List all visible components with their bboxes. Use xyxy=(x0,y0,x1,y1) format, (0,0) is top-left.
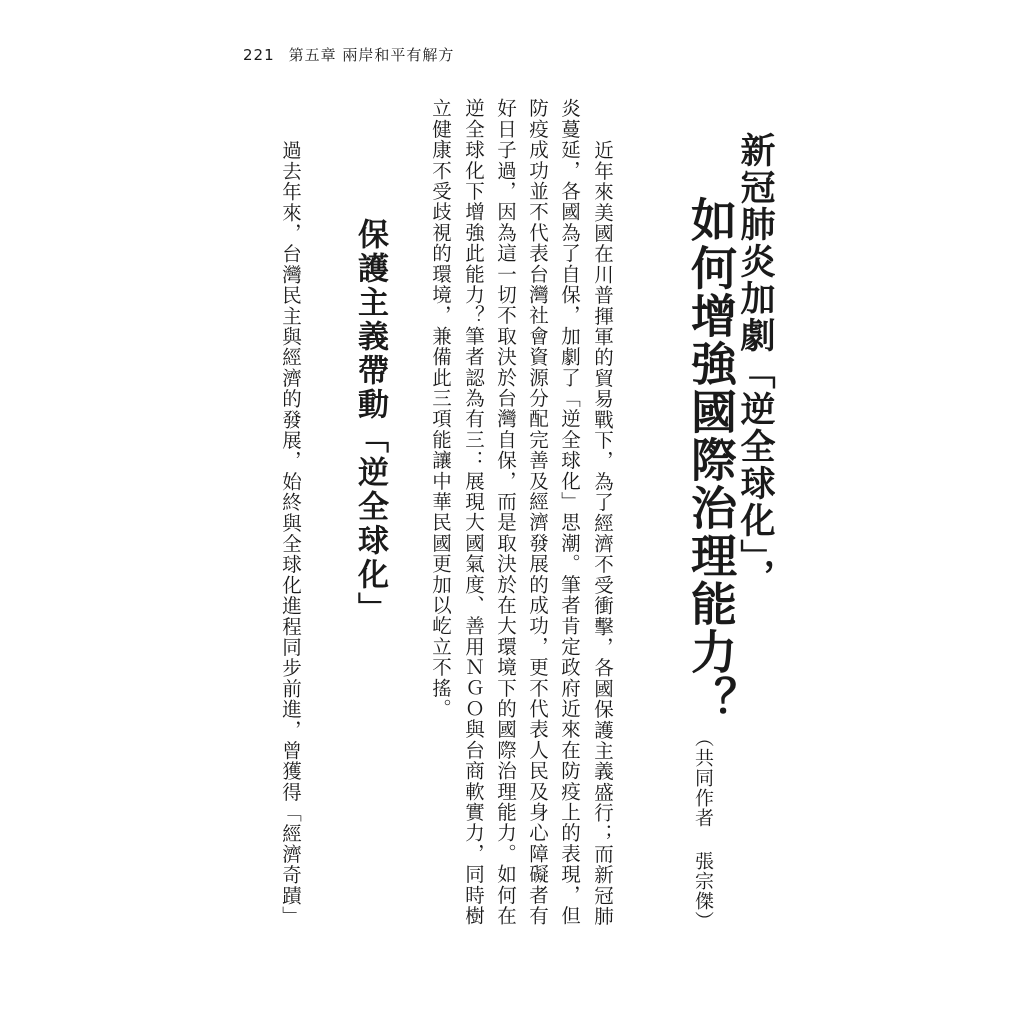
running-header xyxy=(243,44,454,65)
paragraph-line: 近年來美國在川普揮軍的貿易戰下，為了經濟不受衝擊，各國保護主義盛行；而新冠肺 xyxy=(591,140,614,927)
chapter-title: 第五章 兩岸和平有解方 xyxy=(288,46,455,64)
page-number: 221 xyxy=(243,46,275,64)
paragraph-line: 好日子過，因為這一切不取決於台灣自保，而是取決於在大環境下的國際治理能力。如何在 xyxy=(494,98,517,926)
section-paragraph-line: 過去年來，台灣民主與經濟的發展，始終與全球化進程同步前進，曾獲得「經濟奇蹟」 xyxy=(279,140,302,927)
paragraph-line: 炎蔓延，各國為了自保，加劇了「逆全球化」思潮。筆者肯定政府近來在防疫上的表現，但 xyxy=(558,98,581,926)
article-title-line-1: 新冠肺炎加劇「逆全球化」， xyxy=(735,132,776,596)
section-heading: 保護主義帶動「逆全球化」 xyxy=(352,218,388,626)
article-title-line-2: 如何增強國際治理能力？ xyxy=(684,196,738,724)
paragraph-line: 逆全球化下增強此能力？筆者認為有三：展現大國氣度、善用ＮＧＯ與台商軟實力，同時樹 xyxy=(462,98,485,926)
paragraph-line: 立健康不受歧視的環境，兼備此三項能讓中華民國更加以屹立不搖。 xyxy=(429,98,452,719)
paragraph-line: 防疫成功並不代表台灣社會資源分配完善及經濟發展的成功，更不代表人民及身心障礙者有 xyxy=(526,98,549,926)
article-byline: （共同作者 張宗傑） xyxy=(692,728,714,931)
